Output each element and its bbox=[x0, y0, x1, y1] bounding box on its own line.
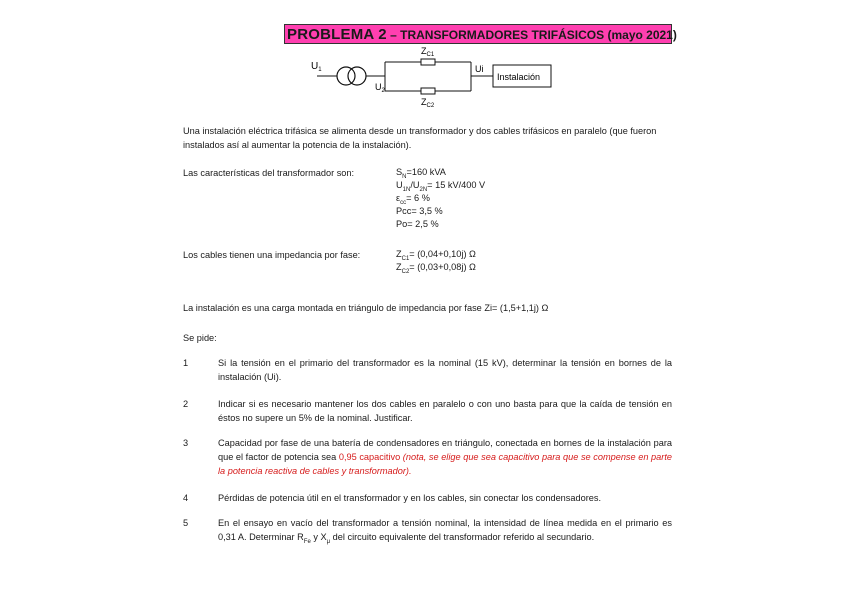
cables-values bbox=[396, 248, 476, 274]
problem-title bbox=[284, 24, 677, 44]
item-number: 4 bbox=[183, 493, 189, 503]
item-text: Si la tensión en el primario del transformador es la nominal (15 kV), determinar la tensión en bornes de la instalación (Ui). bbox=[218, 358, 672, 382]
zc1-value: $Z_{C1}= (0,04+0,10j)$ Ω bbox=[396, 249, 476, 262]
item-number: 5 bbox=[183, 518, 189, 528]
circuit-diagram bbox=[305, 42, 565, 112]
ui-label: Ui bbox=[475, 64, 484, 74]
item-number: 3 bbox=[183, 438, 189, 448]
transformer-secondary-coil bbox=[348, 67, 366, 85]
transformer-primary-coil bbox=[337, 67, 355, 85]
zc2-label: $Z_{C2}$ bbox=[421, 97, 435, 109]
note-red: 0,95 capacitivo bbox=[338, 452, 403, 462]
zc2-value: $Z_{C2}= (0,03+0,08j)$ Ω bbox=[396, 262, 476, 275]
ecc-value: $\varepsilon_{cc}= 6$ % bbox=[396, 193, 430, 206]
item-text: Pérdidas de potencia útil en el transformador y en los cables, sin conectar los condensadores. bbox=[218, 493, 602, 503]
note-red-italic: (nota, se elige que sea capacitivo para que se compense en parte la potencia reactiva de cables y transformador). bbox=[218, 452, 673, 476]
item-text: En el ensayo en vacío del transformador a tensión nominal, la intensidad de línea medida en el primario es 0,31 A. Determinar $R_{Fe}$ y $X_\mu$ del circuito equivalente del transformador referido al secundario. bbox=[218, 518, 672, 545]
problem-subtitle: – TRANSFORMADORES TRIFÁSICOS (mayo 2021) bbox=[386, 28, 677, 42]
u2-label: $U_2$ bbox=[375, 82, 385, 94]
load-description: La instalación es una carga montada en triángulo de impedancia por fase Zi= (1,5+1,1j) Ω bbox=[183, 303, 549, 313]
sn-value: $S_N=160$ kVA bbox=[396, 167, 446, 180]
u1-label: $U_1$ bbox=[311, 61, 322, 73]
transformer-label: Las características del transformador son: bbox=[183, 168, 355, 178]
se-pide-heading: Se pide: bbox=[183, 333, 217, 343]
item-text: Indicar si es necesario mantener los dos cables en paralelo o con uno basta para que la caída de tensión en éstos no supere un 5% de la nominal. Justificar. bbox=[218, 399, 672, 423]
voltage-value: $U_{1N}/U_{2N}= 15$ kV/400 V bbox=[396, 180, 486, 193]
zc1-label: $Z_{C1}$ bbox=[421, 46, 435, 58]
zc2-resistor bbox=[421, 88, 435, 94]
transformer-values bbox=[396, 166, 485, 231]
load-box-label: Instalación bbox=[497, 72, 541, 82]
item-text: Capacidad por fase de una batería de condensadores en triángulo, conectada en bornes de la instalación para que el factor de potencia sea 0,95 capacitivo (nota, se elige que sea capacitivo para que se compense en parte la potencia reactiva de cables y transformador). bbox=[218, 438, 673, 476]
po-value: Po= 2,5 % bbox=[396, 219, 439, 229]
problem-number: PROBLEMA 2 bbox=[287, 26, 387, 43]
item-number: 1 bbox=[183, 358, 189, 368]
cables-label: Los cables tienen una impedancia por fase: bbox=[183, 250, 361, 260]
zc1-resistor bbox=[421, 59, 435, 65]
pcc-value: Pcc= 3,5 % bbox=[396, 206, 443, 216]
intro-paragraph: Una instalación eléctrica trifásica se alimenta desde un transformador y dos cables trifásicos en paralelo (que fueron instalados así al aumentar la potencia de la instalación). bbox=[183, 126, 657, 150]
item-number: 2 bbox=[183, 399, 189, 409]
